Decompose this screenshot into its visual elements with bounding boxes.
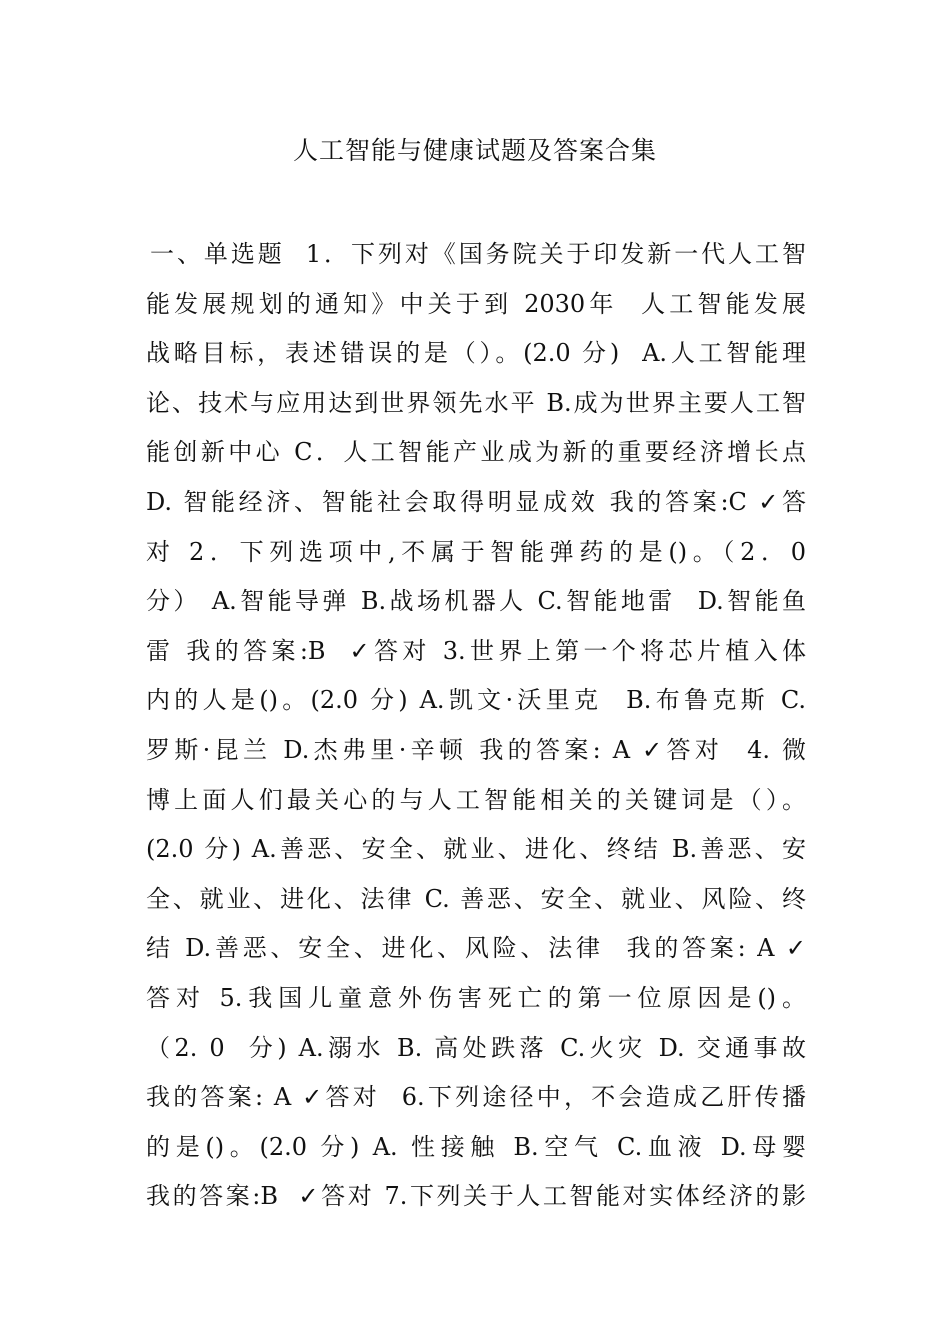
document-title: 人工智能与健康试题及答案合集 xyxy=(292,136,657,165)
text-line: 罗斯·昆兰 D.杰弗里·辛顿 我的答案: A ✓答对 4. 微 xyxy=(146,735,806,764)
text-line: D. 智能经济、智能社会取得明显成效 我的答案:C ✓答 xyxy=(146,487,806,516)
text-line: 能创新中心 C．人工智能产业成为新的重要经济增长点 xyxy=(146,438,806,467)
question-body xyxy=(146,230,806,1222)
text-line: 我的答案:B ✓答对 7.下列关于人工智能对实体经济的影 xyxy=(146,1182,806,1211)
text-line: 的是()。(2.0 分) A. 性接触 B.空气 C.血液 D.母婴 xyxy=(146,1132,806,1161)
text-line: 论、技术与应用达到世界领先水平 B.成为世界主要人工智 xyxy=(146,388,806,417)
text-line: 一、单选题 1．下列对《国务院关于印发新一代人工智 xyxy=(150,240,806,268)
text-line: 全、就业、进化、法律 C. 善恶、安全、就业、风险、终 xyxy=(146,884,806,913)
text-line: （2. 0 分) A.溺水 B. 高处跌落 C.火灾 D. 交通事故 xyxy=(146,1033,806,1062)
text-line: 答对 5.我国儿童意外伤害死亡的第一位原因是()。 xyxy=(146,983,806,1012)
text-line: 博上面人们最关心的与人工智能相关的关键词是（）。 xyxy=(146,785,806,814)
text-line: 战略目标，表述错误的是（）。(2.0 分) A.人工智能理 xyxy=(146,339,806,368)
text-line: (2.0 分) A.善恶、安全、就业、进化、终结 B.善恶、安 xyxy=(146,835,806,864)
text-line: 雷 我的答案:B ✓答对 3.世界上第一个将芯片植入体 xyxy=(146,636,806,665)
text-line: 分） A.智能导弹 B.战场机器人 C.智能地雷 D.智能鱼 xyxy=(146,587,806,616)
text-line: 对 2．下列选项中,不属于智能弹药的是()。（2．0 xyxy=(146,537,806,566)
text-line: 我的答案: A ✓答对 6.下列途径中，不会造成乙肝传播 xyxy=(146,1083,806,1112)
text-line: 结 D.善恶、安全、进化、风险、法律 我的答案: A ✓ xyxy=(146,934,806,963)
text-line: 内的人是()。(2.0 分) A.凯文·沃里克 B.布鲁克斯 C. xyxy=(146,686,806,715)
text-line: 能发展规划的通知》中关于到 2030年 人工智能发展 xyxy=(146,289,806,318)
